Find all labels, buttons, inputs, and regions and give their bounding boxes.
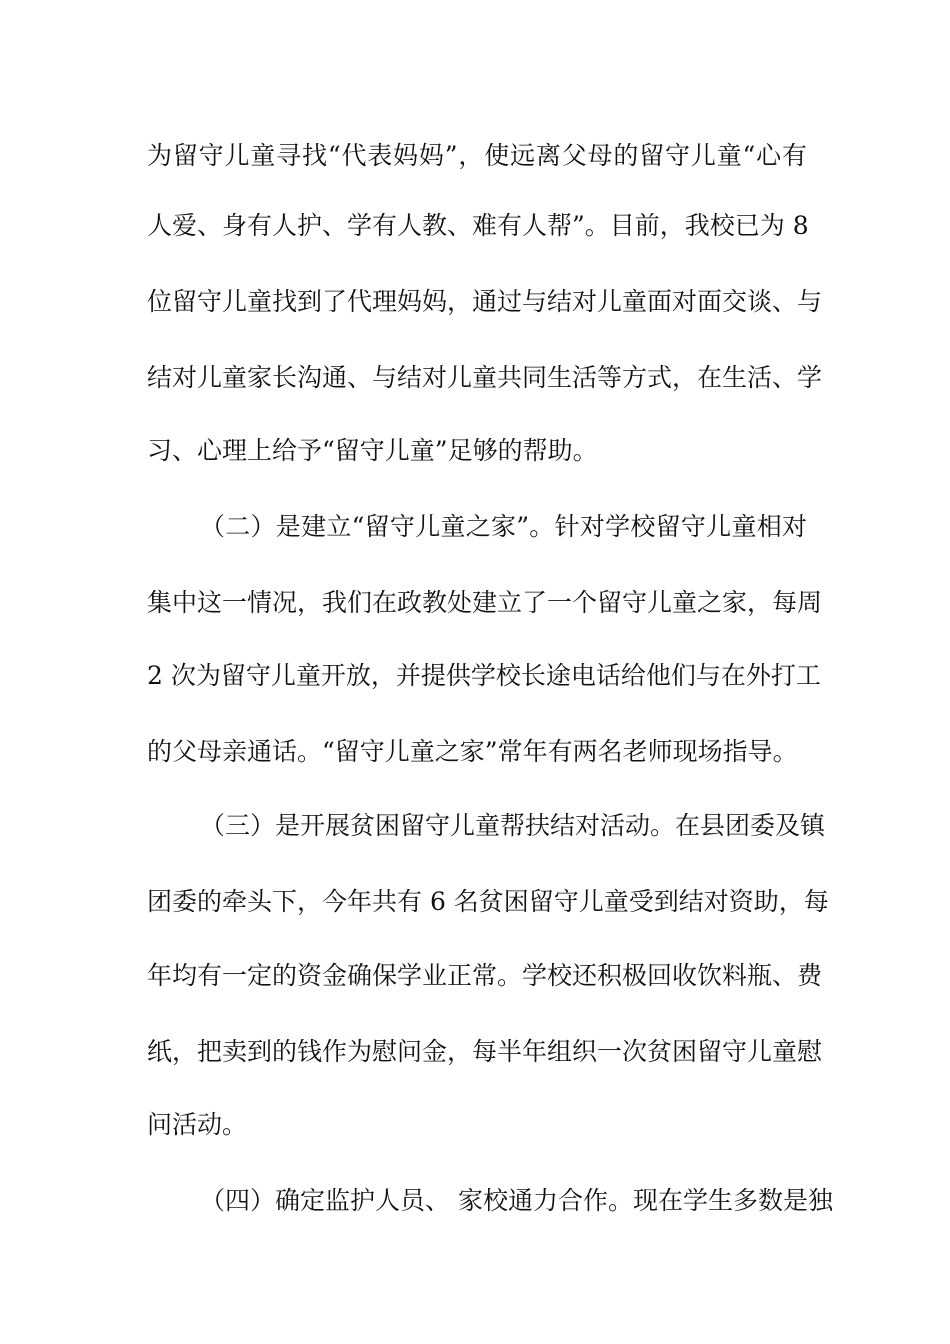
text-line: 位留守儿童找到了代理妈妈，通过与结对儿童面对面交谈、与	[147, 287, 823, 316]
text-line: 为留守儿童寻找“代表妈妈”，使远离父母的留守儿童“心有	[147, 141, 807, 170]
text-line: 的父母亲通话。“留守儿童之家”常年有两名老师现场指导。	[147, 737, 798, 766]
paragraph-heading-line: （三）是开展贫困留守儿童帮扶结对活动。在县团委及镇	[200, 811, 826, 840]
text-line: 2 次为留守儿童开放，并提供学校长途电话给他们与在外打工	[147, 661, 821, 690]
text-line: 问活动。	[147, 1110, 248, 1139]
text-line: 团委的牵头下，今年共有 6 名贫困留守儿童受到结对资助，每	[147, 887, 829, 916]
text-line: 结对儿童家长沟通、与结对儿童共同生活等方式，在生活、学	[147, 363, 823, 392]
text-line: 集中这一情况，我们在政教处建立了一个留守儿童之家，每周	[147, 588, 823, 617]
paragraph-heading-line: （四）确定监护人员、 家校通力合作。现在学生多数是独	[200, 1186, 833, 1215]
text-line: 人爱、身有人护、学有人教、难有人帮”。目前，我校已为 8	[147, 211, 809, 240]
text-line: 纸，把卖到的钱作为慰问金，每半年组织一次贫困留守儿童慰	[147, 1037, 823, 1066]
text-line: 习、心理上给予“留守儿童”足够的帮助。	[147, 436, 598, 465]
text-line: 年均有一定的资金确保学业正常。学校还积极回收饮料瓶、费	[147, 961, 823, 990]
paragraph-heading-line: （二）是建立“留守儿童之家”。针对学校留守儿童相对	[200, 512, 807, 541]
